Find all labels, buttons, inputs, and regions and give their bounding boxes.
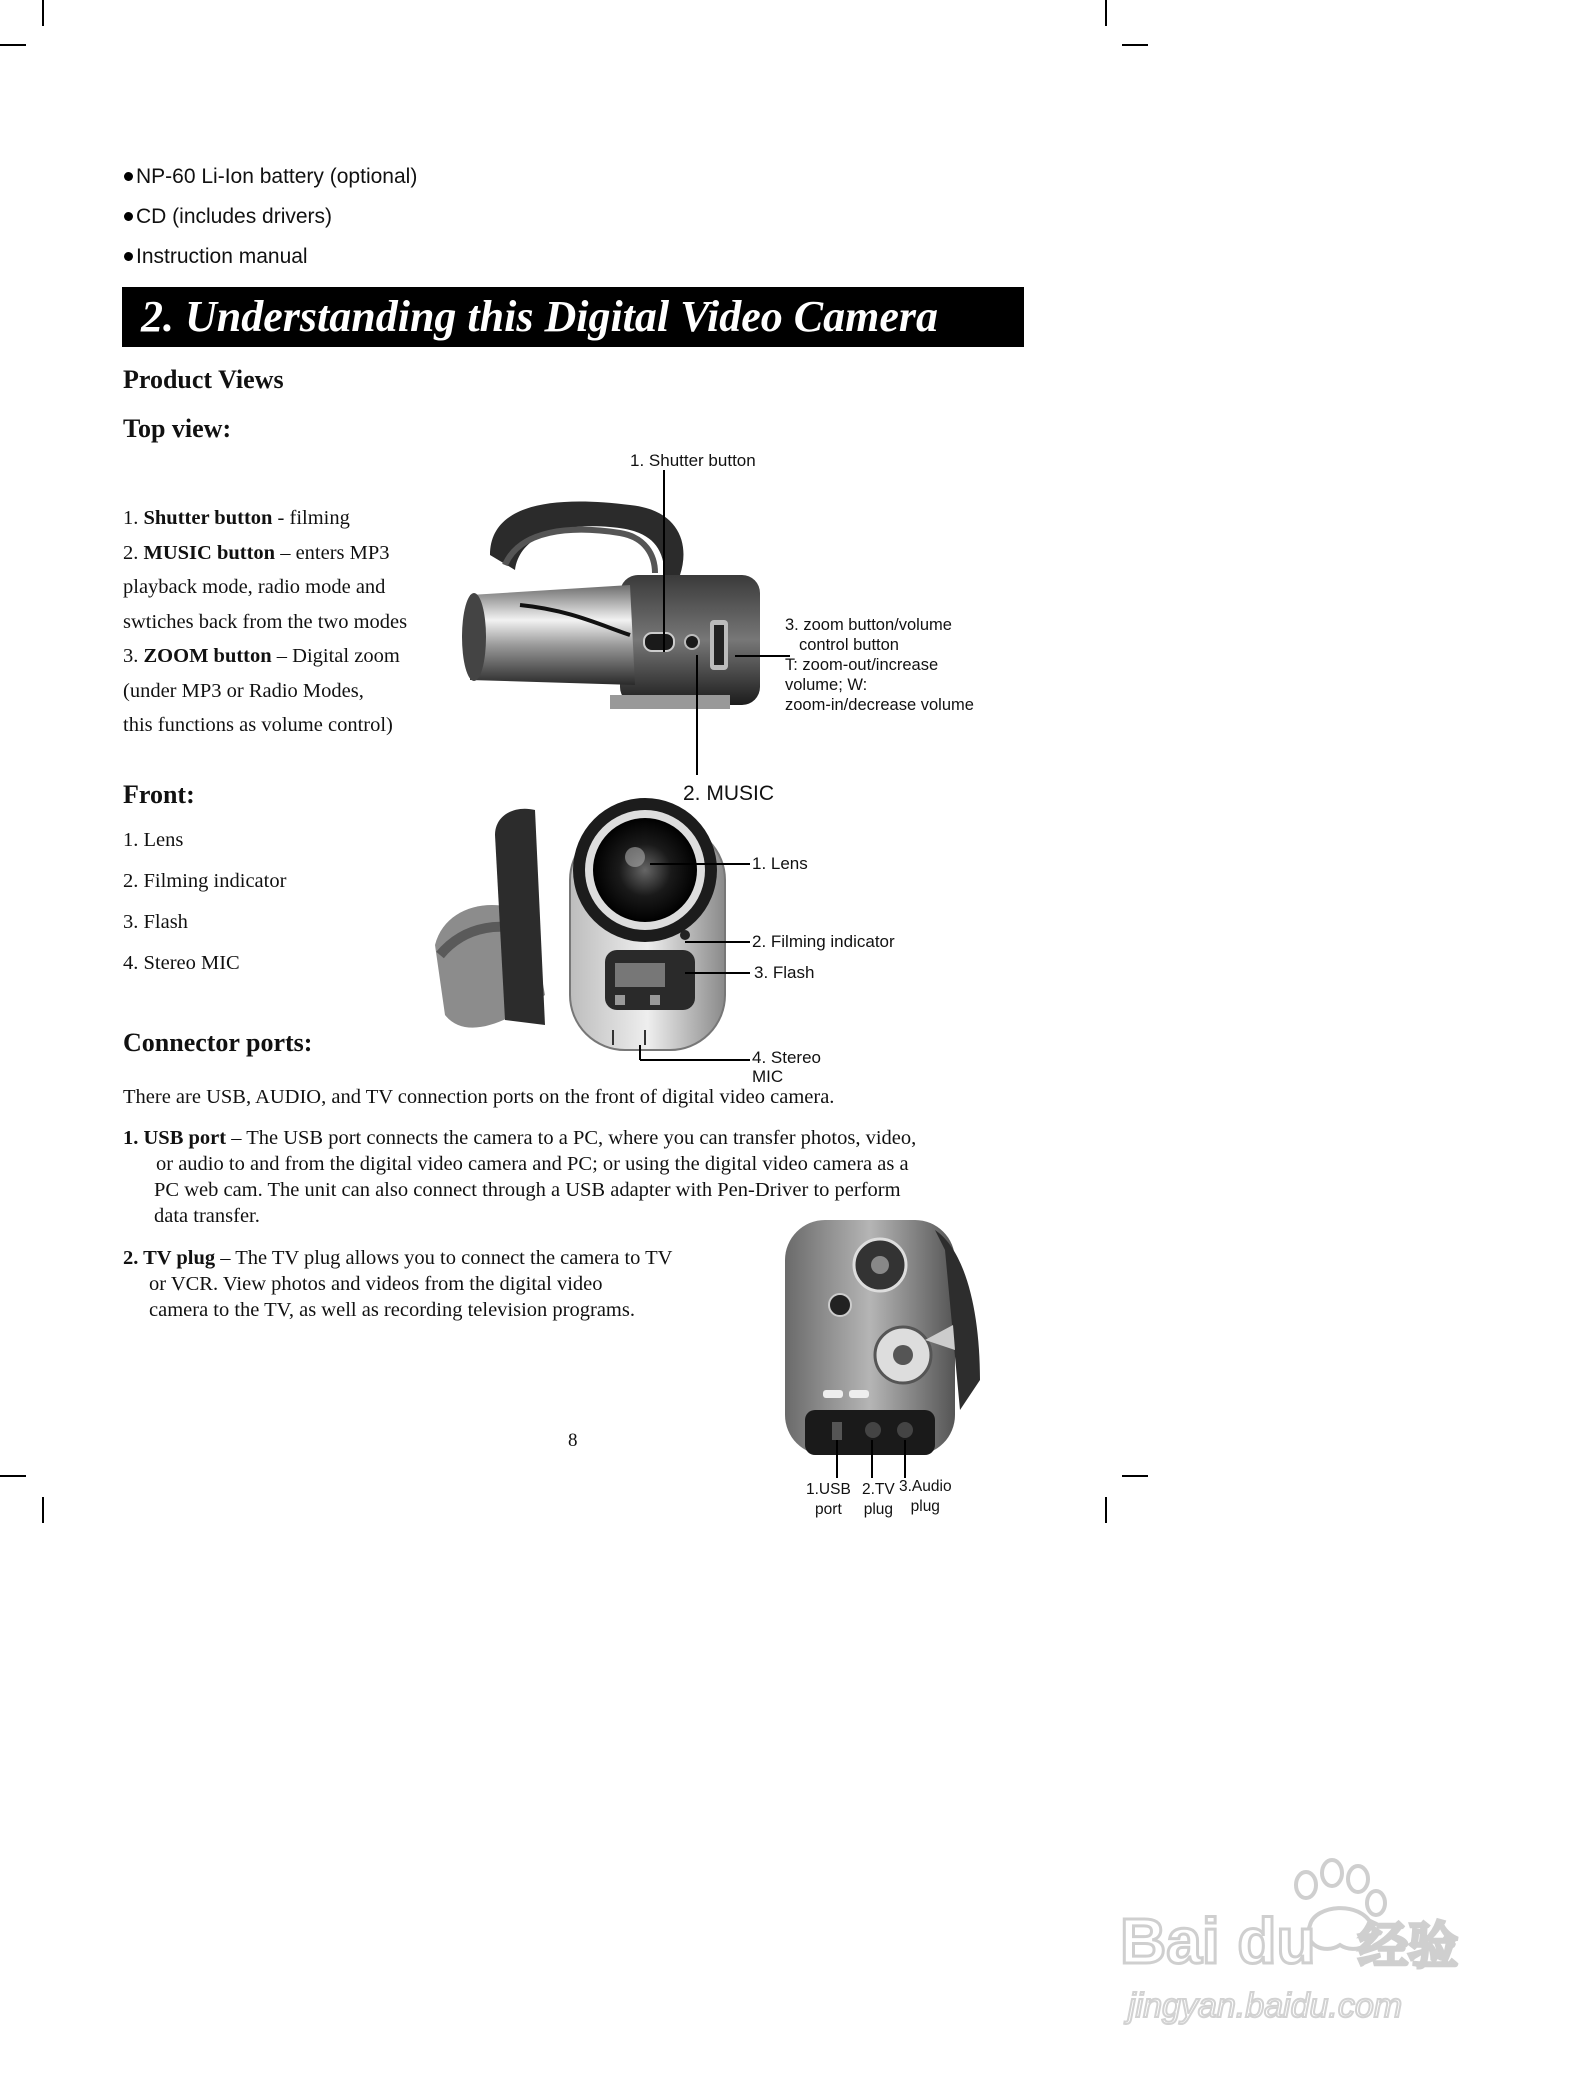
callout-filming-indicator: 2. Filming indicator <box>752 932 895 951</box>
top-view-heading: Top view: <box>123 414 232 443</box>
bullet-icon <box>124 252 133 261</box>
watermark-cn: 经验 <box>1358 1918 1458 1974</box>
callout-usb-port: 1.USB port <box>806 1481 851 1518</box>
top-view-item: (under MP3 or Radio Modes, <box>123 679 364 702</box>
callout-tv-plug: 2.TV plug <box>862 1481 895 1518</box>
baidu-watermark-logo <box>1110 1845 1490 2035</box>
front-callout-lines <box>600 850 760 1065</box>
section-title: 2. Understanding this Digital Video Camera <box>141 292 939 341</box>
callout-audio-plug: 3.Audio plug <box>899 1478 952 1515</box>
front-list <box>123 820 286 984</box>
front-heading: Front: <box>123 780 195 809</box>
camera-connector-view-image <box>785 1210 985 1460</box>
crop-mark <box>0 1475 26 1477</box>
connector-ports-heading: Connector ports: <box>123 1028 313 1057</box>
top-view-item: playback mode, radio mode and <box>123 576 386 598</box>
watermark-url: jingyan.baidu.com <box>1128 1987 1403 2025</box>
crop-mark <box>1122 44 1148 46</box>
top-view-callout-lines <box>600 470 800 780</box>
crop-mark <box>1105 1497 1107 1523</box>
accessory-item: NP-60 Li-Ion battery (optional) <box>124 165 417 189</box>
top-view-item: 3. ZOOM button – Digital zoom <box>123 645 400 667</box>
section-title-bar <box>122 287 1024 347</box>
crop-mark <box>1105 0 1107 26</box>
callout-music: 2. MUSIC <box>683 782 775 805</box>
bullet-icon <box>124 172 133 181</box>
callout-shutter: 1. Shutter button <box>630 451 756 470</box>
top-view-item: this functions as volume control) <box>123 714 393 736</box>
front-item: 3. Flash <box>123 911 188 933</box>
paw-icon <box>1110 1845 1490 2035</box>
connector-callout-lines <box>825 1440 925 1480</box>
callout-zoom: 3. zoom button/volume control button T: zoom-out/increase volume; W: zoom-in/decrease volume <box>785 616 974 714</box>
callout-lens: 1. Lens <box>752 854 808 873</box>
tv-plug-description: 2. TV plug – The TV plug allows you to connect the camera to TV or VCR. View photos and videos from the digital video camera to the TV, as well as recording television programs. <box>123 1247 673 1321</box>
front-item: 2. Filming indicator <box>123 870 287 892</box>
crop-mark <box>42 0 44 26</box>
product-views-heading: Product Views <box>123 365 284 394</box>
callout-flash: 3. Flash <box>754 963 815 982</box>
crop-mark <box>0 44 26 46</box>
bullet-icon <box>124 212 133 221</box>
top-view-item: swtiches back from the two modes <box>123 610 408 633</box>
usb-port-description: 1. USB port – The USB port connects the camera to a PC, where you can transfer photos, video, or audio to and from the digital video camera and PC; or using the digital video camera as a PC web cam. The unit can also connect through a USB adapter with Pen-Driver to perform data transfer. <box>123 1127 917 1227</box>
connector-intro: There are USB, AUDIO, and TV connection ports on the front of digital video camera. <box>123 1086 835 1108</box>
front-item: 1. Lens <box>123 829 184 851</box>
page-number: 8 <box>568 1430 578 1451</box>
callout-stereo-mic: 4. Stereo MIC <box>752 1048 821 1086</box>
top-view-item: 1. Shutter button - filming <box>123 507 350 529</box>
crop-mark <box>42 1497 44 1523</box>
accessory-item: CD (includes drivers) <box>124 205 332 229</box>
accessory-item: Instruction manual <box>124 245 308 269</box>
watermark-brand: Bai du <box>1120 1905 1316 1977</box>
front-item: 4. Stereo MIC <box>123 952 240 974</box>
top-view-item: 2. MUSIC button – enters MP3 <box>123 541 390 564</box>
top-view-list <box>123 501 407 743</box>
crop-mark <box>1122 1475 1148 1477</box>
